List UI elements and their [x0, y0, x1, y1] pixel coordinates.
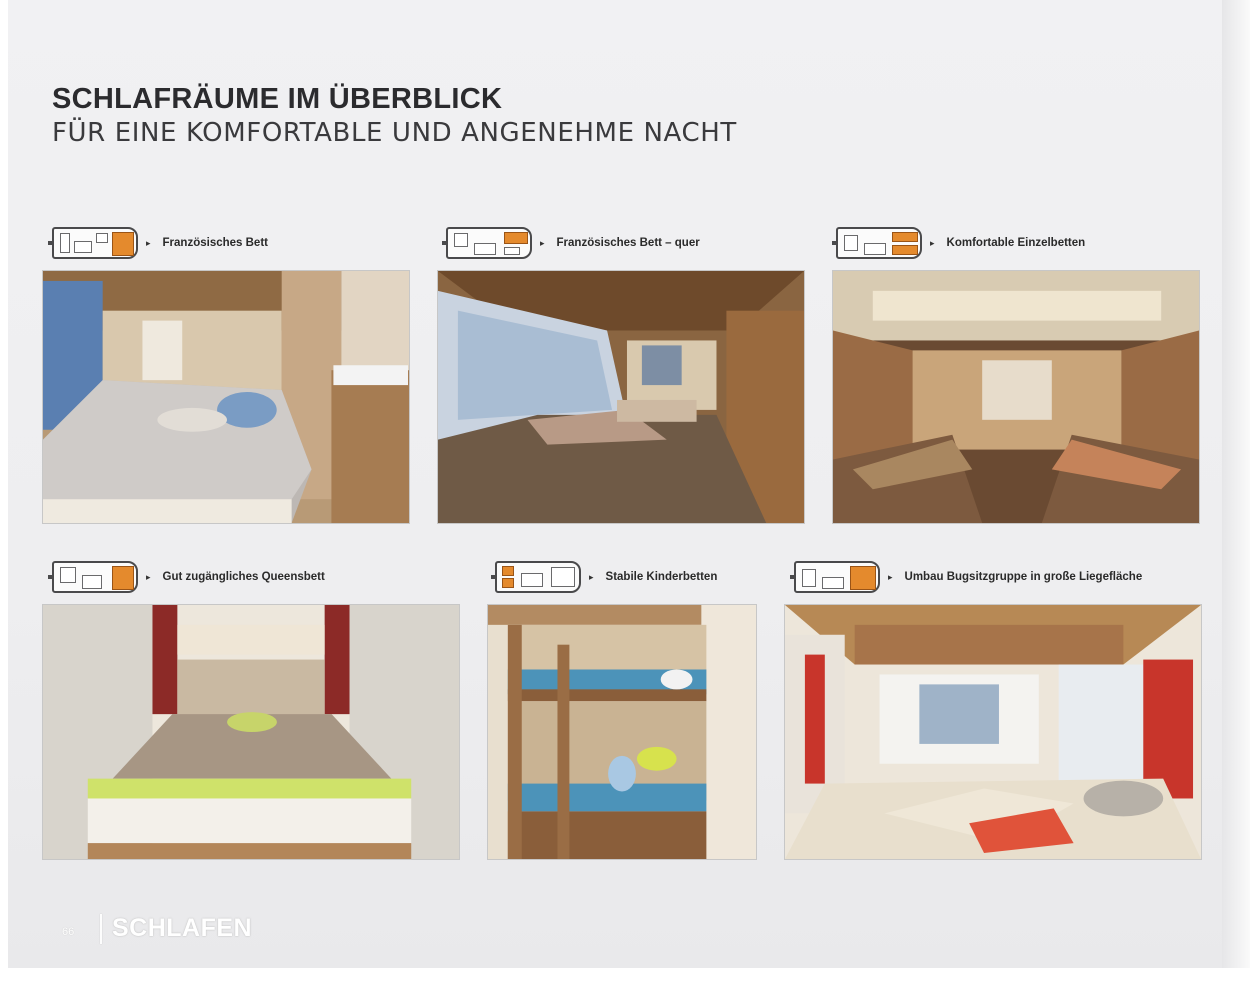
item-label: Komfortable Einzelbetten	[946, 237, 1086, 249]
item-label: Französisches Bett	[162, 237, 268, 249]
photo-queensbett	[42, 604, 460, 860]
item-heading-1	[52, 226, 268, 260]
photo-komfortable-einzelbetten	[832, 270, 1200, 524]
floorplan-icon	[446, 227, 532, 259]
item-heading-3	[836, 226, 1085, 260]
photo-franzoesisches-bett-quer	[437, 270, 805, 524]
item-heading-5	[495, 560, 717, 594]
floorplan-icon	[794, 561, 880, 593]
floorplan-icon	[836, 227, 922, 259]
item-label: Französisches Bett – quer	[556, 237, 700, 249]
item-heading-6	[794, 560, 1142, 594]
arrow-icon: ▸	[540, 237, 545, 248]
floorplan-icon	[52, 227, 138, 259]
arrow-icon: ▸	[888, 571, 893, 582]
item-label: Umbau Bugsitzgruppe in große Liegefläche	[904, 571, 1143, 583]
item-heading-2	[446, 226, 700, 260]
arrow-icon: ▸	[146, 571, 151, 582]
photo-kinderbetten	[487, 604, 757, 860]
photo-bugsitzgruppe	[784, 604, 1202, 860]
photo-franzoesisches-bett	[42, 270, 410, 524]
floorplan-icon	[52, 561, 138, 593]
footer-divider	[100, 914, 102, 944]
item-heading-4	[52, 560, 325, 594]
page-title: SCHLAFRÄUME IM ÜBERBLICK	[52, 83, 503, 115]
floorplan-icon	[495, 561, 581, 593]
arrow-icon: ▸	[589, 571, 594, 582]
page-subtitle: FÜR EINE KOMFORTABLE UND ANGENEHME NACHT	[52, 118, 737, 148]
section-title: SCHLAFEN	[112, 914, 253, 942]
page-number: 66	[62, 926, 75, 938]
arrow-icon: ▸	[930, 237, 935, 248]
item-label: Gut zugängliches Queensbett	[162, 571, 325, 583]
item-label: Stabile Kinderbetten	[605, 571, 718, 583]
arrow-icon: ▸	[146, 237, 151, 248]
page-edge	[1222, 0, 1250, 968]
